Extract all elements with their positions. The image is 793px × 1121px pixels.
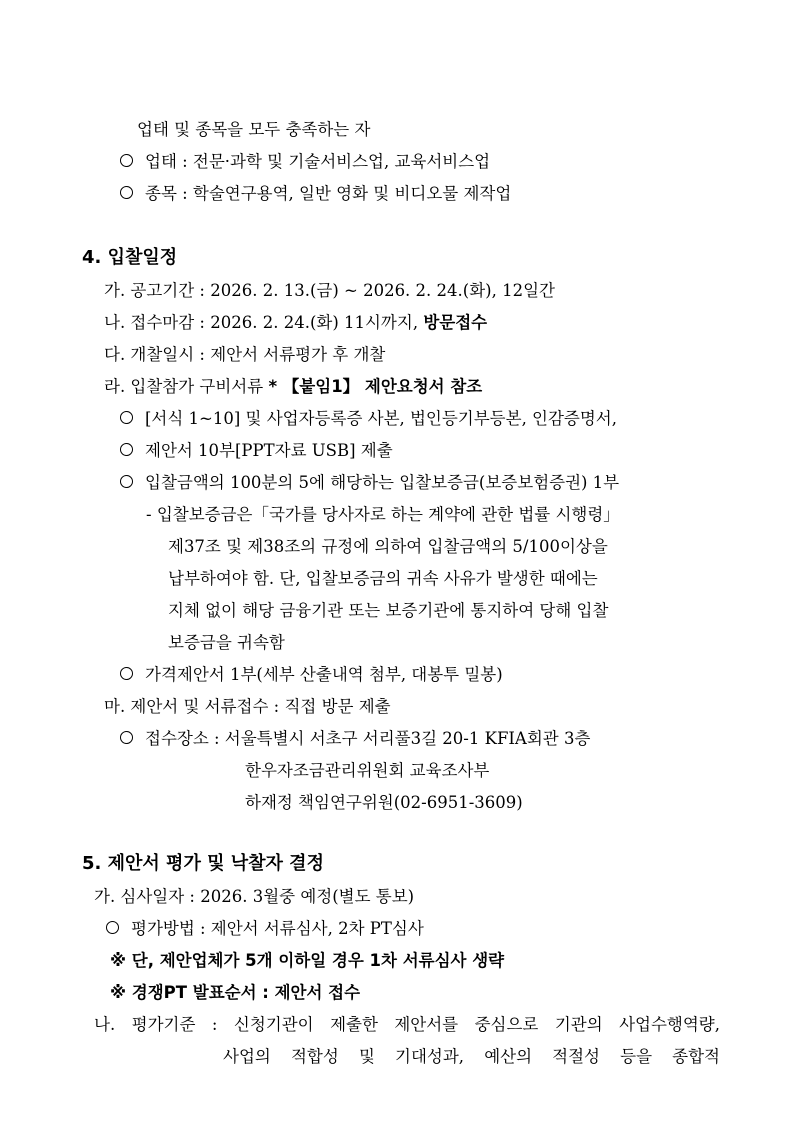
circle-bullet-icon xyxy=(120,411,133,424)
circle-bullet-icon xyxy=(120,154,133,167)
circle-bullet-icon xyxy=(120,475,133,488)
document-item: [서식 1~10] 및 사업자등록증 사본, 법인등기부등본, 인감증명서, xyxy=(120,408,617,430)
announcement-period: 가. 공고기간 : 2026. 2. 13.(금) ~ 2026. 2. 24.(화), 12일간 xyxy=(104,281,555,300)
business-item-item: 종목 : 학술연구용역, 일반 영화 및 비디오물 제작업 xyxy=(120,183,511,205)
evaluation-method: 평가방법 : 제안서 서류심사, 2차 PT심사 xyxy=(106,918,424,940)
bid-bond-note: 보증금을 귀속함 xyxy=(168,633,285,652)
required-documents: 라. 입찰참가 구비서류 * 【붙임1】 제안요청서 참조 xyxy=(104,377,483,396)
opening-date: 다. 개찰일시 : 제안서 서류평가 후 개찰 xyxy=(104,345,386,364)
proposal-submission: 마. 제안서 및 서류접수 : 직접 방문 제출 xyxy=(104,697,391,716)
document-item: 제안서 10부[PPT자료 USB] 제출 xyxy=(120,440,393,462)
document-item: 입찰금액의 100분의 5에 해당하는 입찰보증금(보증보험증권) 1부 xyxy=(120,472,619,494)
section-5-heading: 5. 제안서 평가 및 낙찰자 결정 xyxy=(82,853,324,874)
circle-bullet-icon xyxy=(120,443,133,456)
qualification-text: 업태 및 종목을 모두 충족하는 자 xyxy=(137,120,371,139)
circle-bullet-icon xyxy=(106,921,119,934)
submission-contact: 하재정 책임연구위원(02-6951-3609) xyxy=(245,793,523,812)
circle-bullet-icon xyxy=(120,186,133,199)
submission-deadline: 나. 접수마감 : 2026. 2. 24.(화) 11시까지, 방문접수 xyxy=(104,313,488,332)
bid-bond-note: 제37조 및 제38조의 규정에 의하여 입찰금액의 5/100이상을 xyxy=(168,537,608,556)
note-skip-review: ※ 단, 제안업체가 5개 이하일 경우 1차 서류심사 생략 xyxy=(110,951,505,970)
review-date: 가. 심사일자 : 2026. 3월중 예정(별도 통보) xyxy=(94,887,415,906)
note-pt-order: ※ 경쟁PT 발표순서 : 제안서 접수 xyxy=(110,983,361,1002)
evaluation-criteria: 나. 평가기준 : 신청기관이 제출한 제안서를 중심으로 기관의 사업수행역량, xyxy=(94,1015,720,1034)
evaluation-criteria-cont: 사업의 적합성 및 기대성과, 예산의 적절성 등을 종합적 xyxy=(223,1047,720,1066)
circle-bullet-icon xyxy=(120,667,133,680)
bid-bond-note: 지체 없이 해당 금융기관 또는 보증기관에 통지하여 당해 입찰 xyxy=(168,601,609,620)
bid-bond-note: - 입찰보증금은「국가를 당사자로 하는 계약에 관한 법률 시행령」 xyxy=(146,505,620,524)
submission-place: 접수장소 : 서울특별시 서초구 서리풀3길 20-1 KFIA회관 3층 xyxy=(120,728,590,750)
section-4-heading: 4. 입찰일정 xyxy=(82,247,178,268)
business-type-item: 업태 : 전문·과학 및 기술서비스업, 교육서비스업 xyxy=(120,151,490,173)
circle-bullet-icon xyxy=(120,731,133,744)
document-item: 가격제안서 1부(세부 산출내역 첨부, 대봉투 밀봉) xyxy=(120,664,503,686)
submission-department: 한우자조금관리위원회 교육조사부 xyxy=(245,761,490,780)
bid-bond-note: 납부하여야 함. 단, 입찰보증금의 귀속 사유가 발생한 때에는 xyxy=(168,569,598,588)
